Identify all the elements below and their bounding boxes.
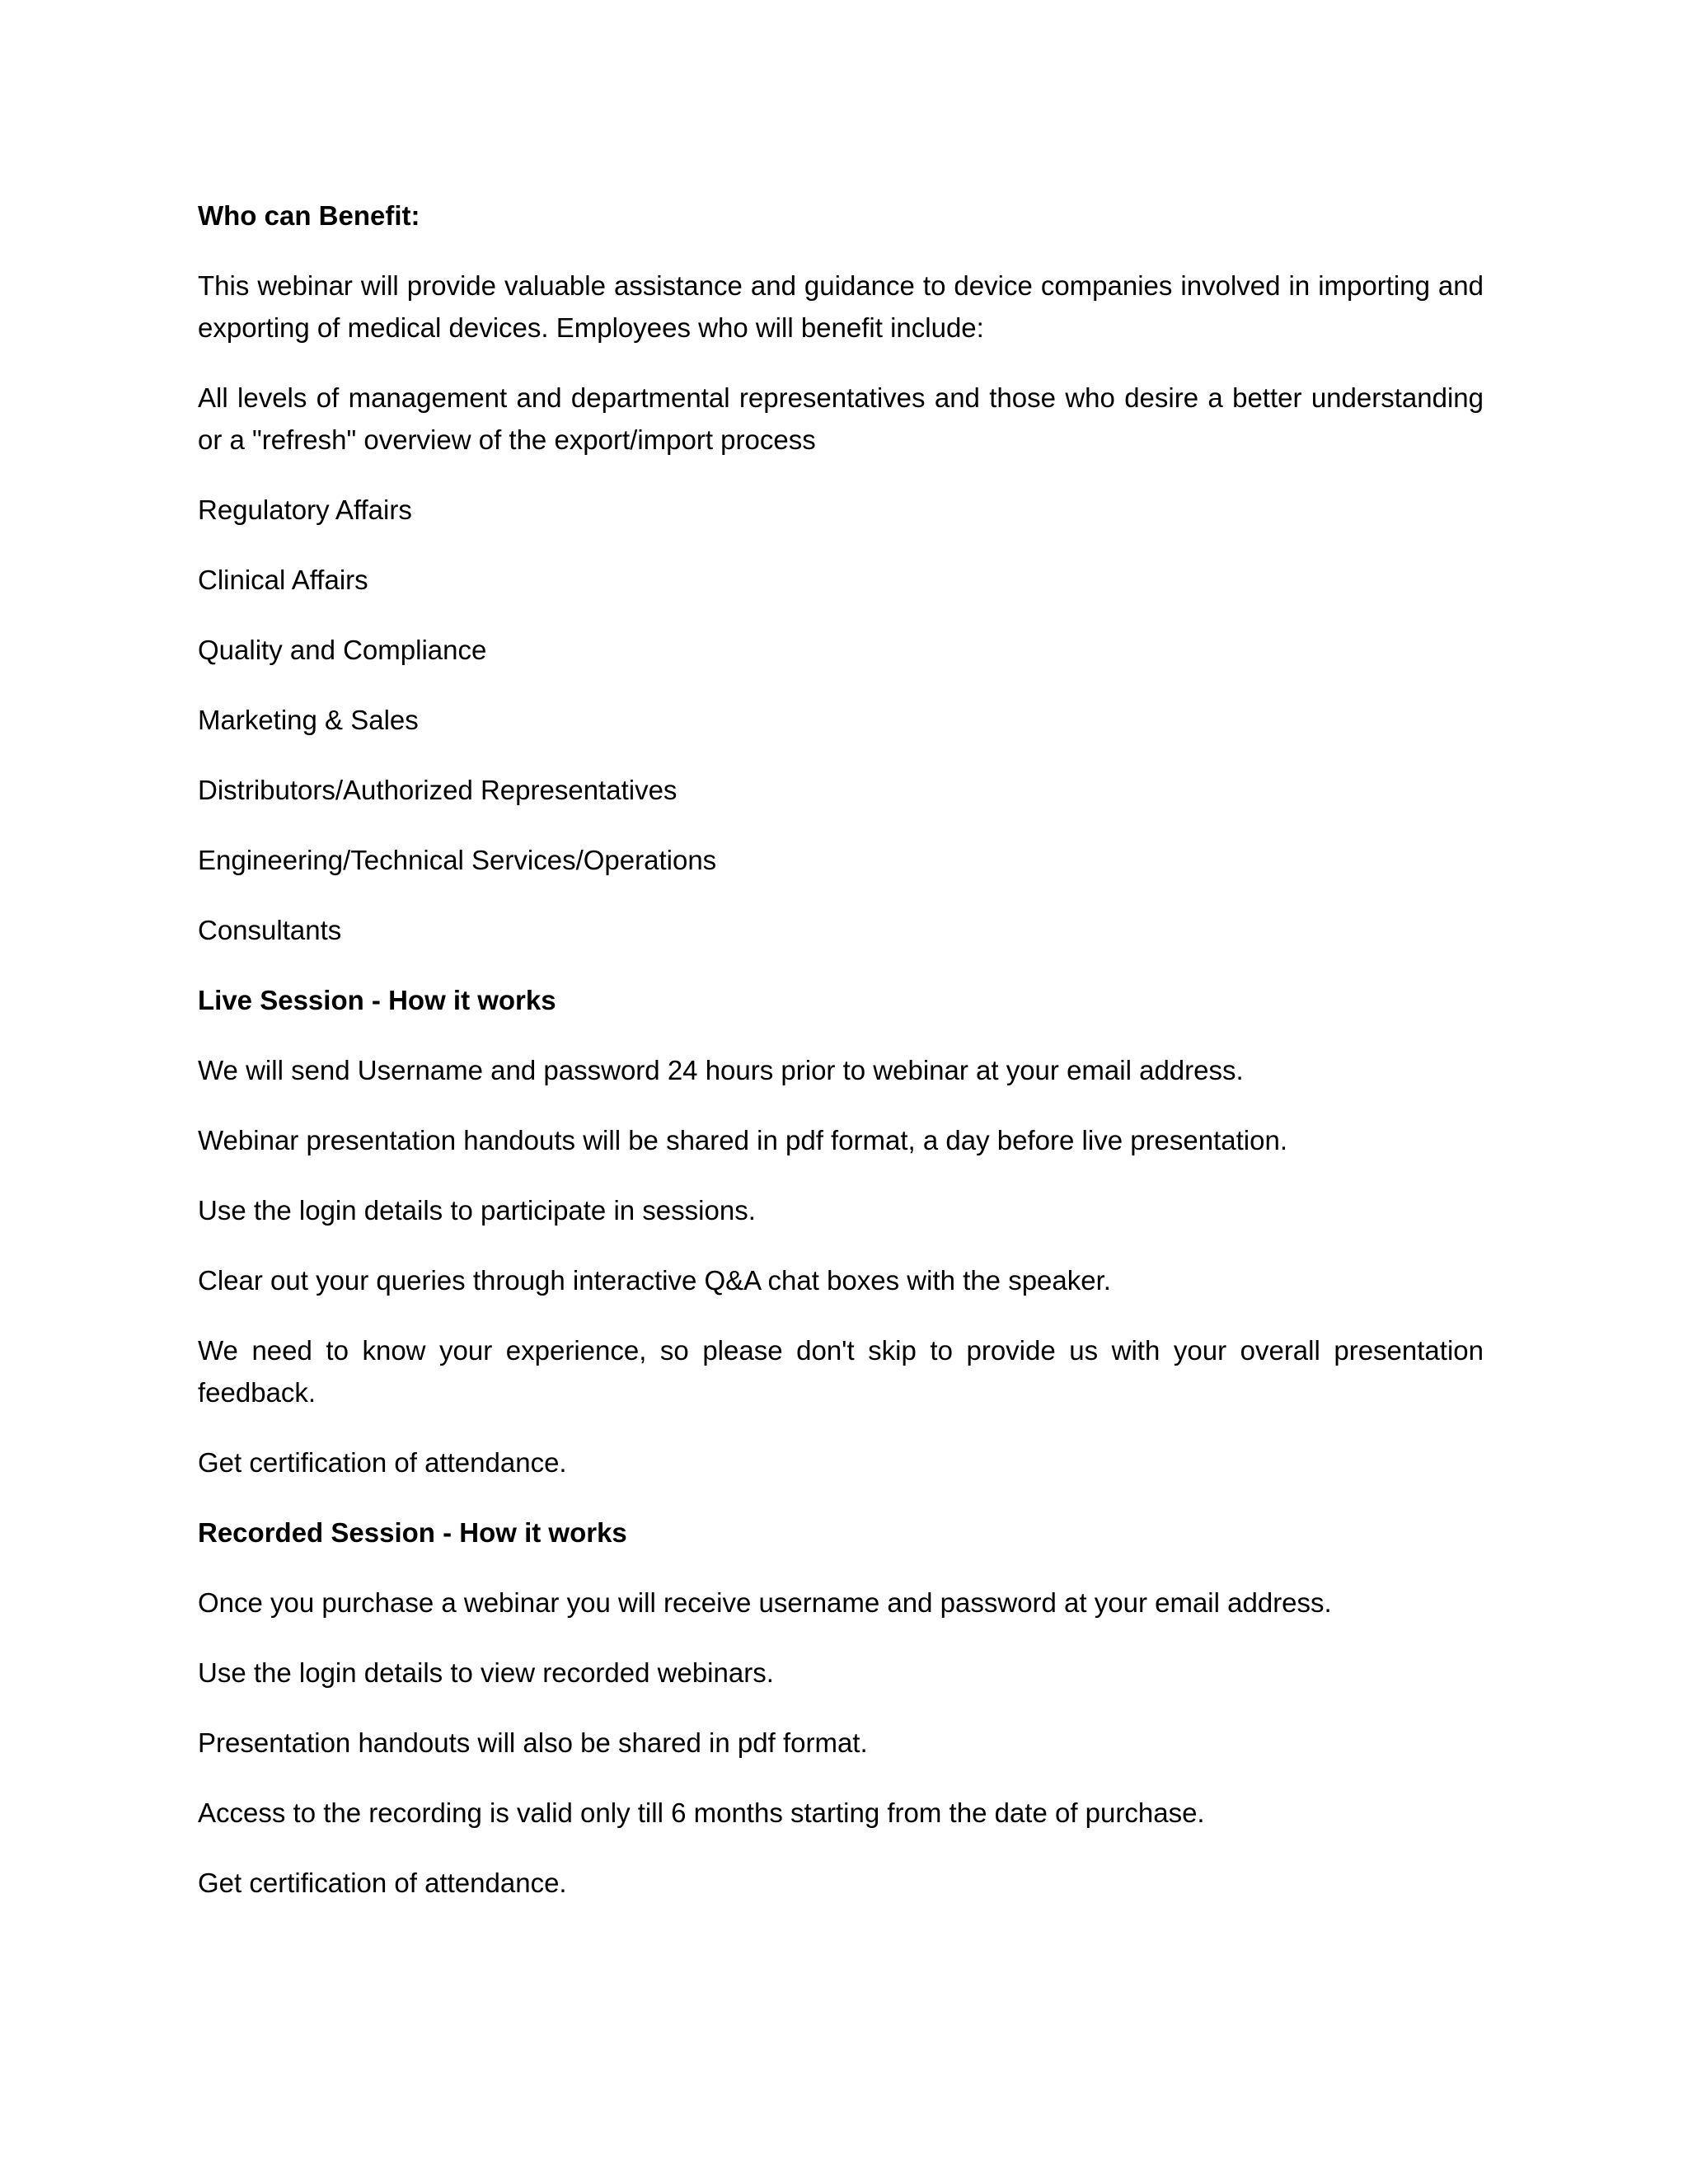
recorded-session-heading: Recorded Session - How it works — [198, 1517, 627, 1548]
list-item: We will send Username and password 24 hours prior to webinar at your email address. — [198, 1055, 1244, 1085]
benefit-intro: This webinar will provide valuable assistance and guidance to device companies involved in importing and exporting of medical devices. Employees who will benefit include: — [198, 270, 1484, 343]
list-item: Once you purchase a webinar you will receive username and password at your email address. — [198, 1587, 1332, 1618]
list-item: Get certification of attendance. — [198, 1447, 567, 1478]
recorded-session-list — [198, 1582, 1484, 1904]
list-item: Engineering/Technical Services/Operations — [198, 845, 717, 875]
list-item: Marketing & Sales — [198, 705, 419, 735]
list-item: Consultants — [198, 915, 342, 945]
list-item: Access to the recording is valid only till 6 months starting from the date of purchase. — [198, 1797, 1205, 1828]
list-item: Use the login details to participate in sessions. — [198, 1195, 756, 1226]
benefit-role-list — [198, 489, 1484, 951]
document-body — [198, 194, 1484, 1932]
list-item: Quality and Compliance — [198, 635, 487, 665]
live-session-heading: Live Session - How it works — [198, 985, 556, 1015]
list-item: Get certification of attendance. — [198, 1868, 567, 1898]
list-item: Regulatory Affairs — [198, 494, 412, 525]
list-item: Clinical Affairs — [198, 565, 368, 595]
list-item: We need to know your experience, so please don't skip to provide us with your overall presentation feedback. — [198, 1335, 1484, 1408]
list-item: Clear out your queries through interactive Q&A chat boxes with the speaker. — [198, 1265, 1111, 1296]
list-item: Webinar presentation handouts will be shared in pdf format, a day before live presentation. — [198, 1125, 1288, 1155]
list-item: Distributors/Authorized Representatives — [198, 775, 678, 805]
benefit-levels: All levels of management and departmental representatives and those who desire a better understanding or a "refresh" overview of the export/import process — [198, 382, 1484, 455]
list-item: Presentation handouts will also be shared in pdf format. — [198, 1727, 868, 1758]
benefit-heading: Who can Benefit: — [198, 200, 420, 231]
live-session-list — [198, 1049, 1484, 1483]
list-item: Use the login details to view recorded webinars. — [198, 1657, 774, 1688]
